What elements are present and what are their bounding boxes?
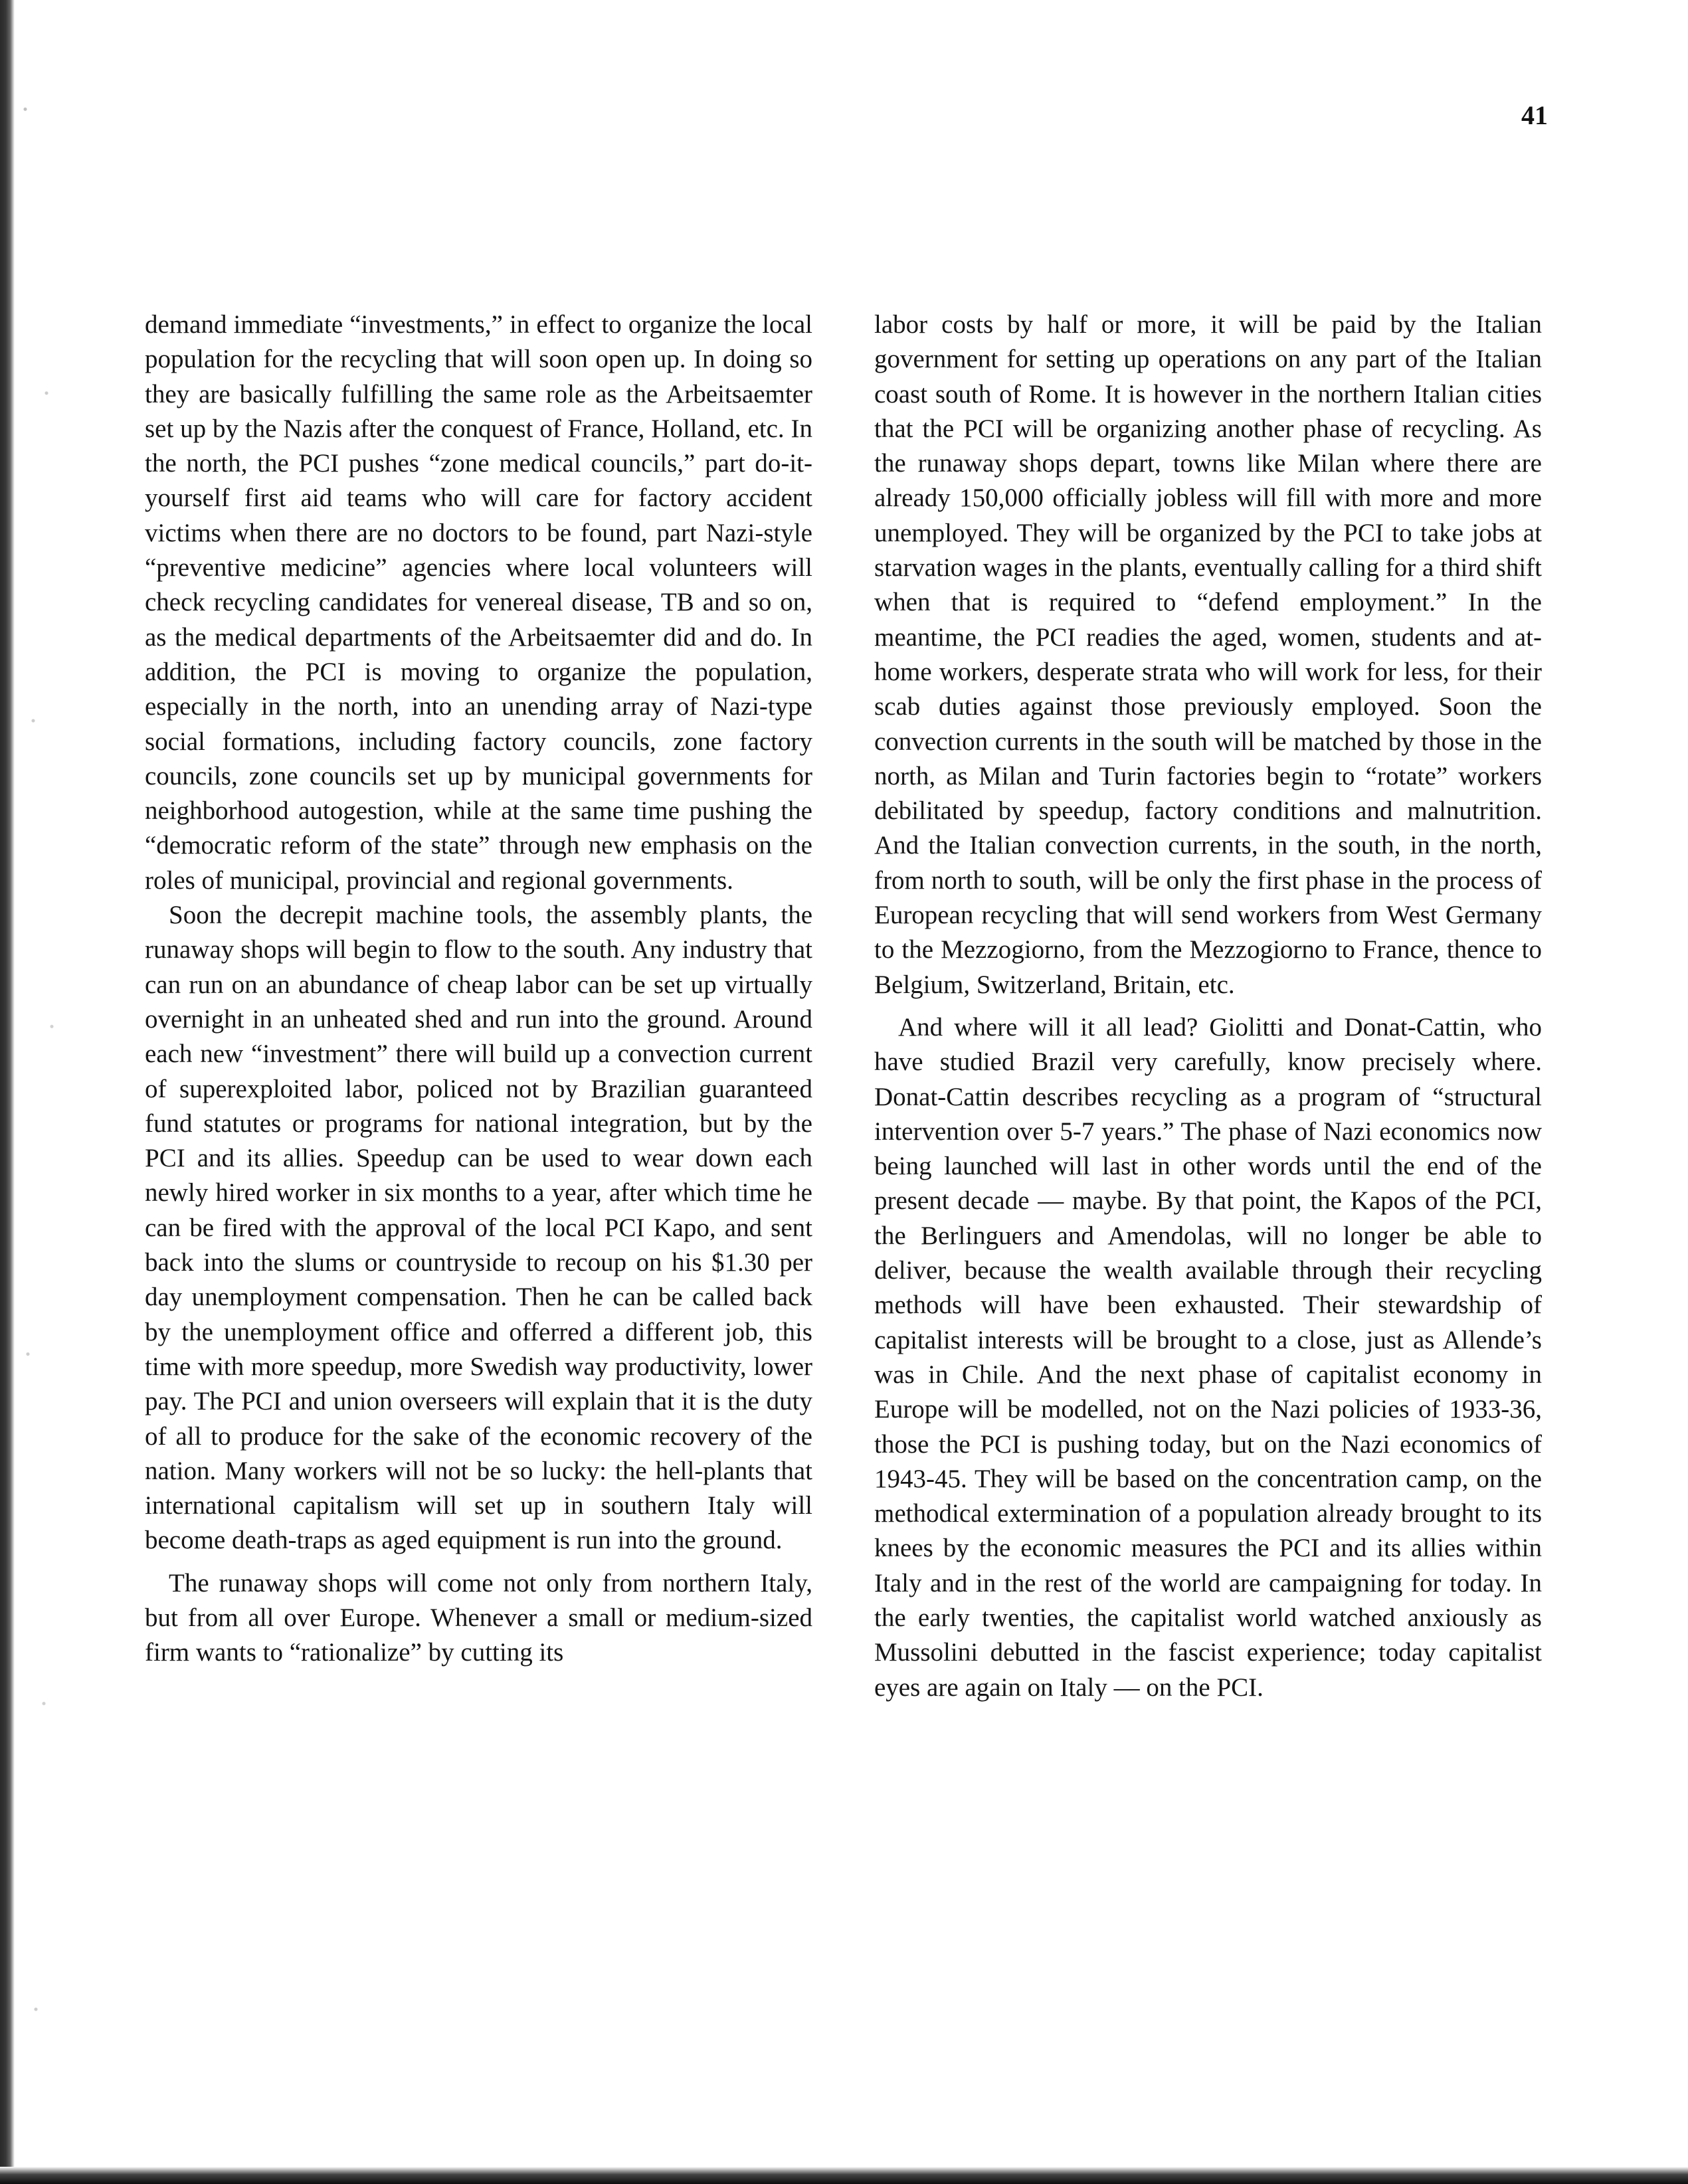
paragraph: And where will it all lead? Giolitti and Donat-Cattin, who have studied Brazil very carefully, know precisely where. Donat-Cattin describes recycling as a program of “structural intervention over 5-7 years.” The phase of Nazi economics now being launched will last in other words until the end of the present decade — maybe. By that point, the Kapos of the PCI, the Berlinguers and Amendolas, will no longer be able to deliver, because the wealth available through their recycling methods will have been exhausted. Their stewardship of capitalist interests will be brought to a close, just as Allende’s was in Chile. And the next phase of capitalist economy in Europe will be modelled, not on the Nazi policies of 1933-36, those the PCI is pushing today, but on the Nazi economics of 1943-45. They will be based on the concentration camp, on the methodical extermination of a population already brought to its knees by the economic measures the PCI and its allies within Italy and in the rest of the world are campaigning for today. In the early twenties, the capitalist world watched anxiously as Mussolini debutted in the fascist experience; today capitalist eyes are again on Italy — on the PCI. [874, 1012, 1542, 1702]
paragraph: Soon the decrepit machine tools, the assembly plants, the runaway shops will begin to flow to the south. Any industry that can run on an abundance of cheap labor can be set up virtually overnight in an unheated shed and run into the ground. Around each new “investment” there will build up a convection current of superexploited labor, policed not by Brazilian guaranteed fund statutes or programs for national integration, but by the PCI and its allies. Speedup can be used to wear down each newly hired worker in six months to a year, after which time he can be fired with the approval of the local PCI Kapo, and sent back into the slums or countryside to recoup on his $1.30 per day unemployment compensation. Then he can be called back by the unemployment office and offerred a different job, this time with more speedup, more Swedish way productivity, lower pay. The PCI and union overseers will explain that it is the duty of all to produce for the sake of the economic recovery of the nation. Many workers will not be so lucky: the hell-plants that international capitalism will set up in southern Italy will become death-traps as aged equipment is run into the ground. [145, 901, 812, 1555]
paragraph: The runaway shops will come not only from northern Italy, but from all over Europe. Whenever a small or medium-sized firm wants to “rationalize” by cutting its [145, 1568, 812, 1667]
paragraph: demand immediate “investments,” in effect to organize the local population for the recycling that will soon open up. In doing so they are basically fulfilling the same role as the Arbeitsaemter set up by the Nazis after the conquest of France, Holland, etc. In the north, the PCI pushes “zone medical councils,” part do-it-yourself first aid teams who will care for factory accident victims when there are no doctors to be found, part Nazi-style “preventive medicine” agencies where local volunteers will check recycling candidates for venereal disease, TB and so on, as the medical departments of the Arbeitsaemter did and do. In addition, the PCI is moving to organize the population, especially in the north, into an unending array of Nazi-type social formations, including factory councils, zone factory councils, zone councils set up by municipal governments for neighborhood autogestion, while at the same time pushing the “democratic reform of the state” through new emphasis on the roles of municipal, provincial and regional governments. [145, 310, 812, 895]
page-number: 41 [1521, 100, 1548, 130]
binding-edge-shadow [0, 0, 15, 2184]
left-column [145, 308, 812, 1671]
right-column [874, 308, 1542, 1705]
bottom-scan-edge [0, 2167, 1688, 2184]
scan-specks [15, 0, 68, 2184]
paragraph: labor costs by half or more, it will be paid by the Italian government for setting up operations on any part of the Italian coast south of Rome. It is however in the northern Italian cities that the PCI will be organizing another phase of recycling. As the runaway shops depart, towns like Milan where there are already 150,000 officially jobless will fill with more and more unemployed. They will be organized by the PCI to take jobs at starvation wages in the plants, eventually calling for a third shift when that is required to “defend employment.” In the meantime, the PCI readies the aged, women, students and at-home workers, desperate strata who will work for less, for their scab duties against those previously employed. Soon the convection currents in the south will be matched by those in the north, as Milan and Turin factories begin to “rotate” workers debilitated by speedup, factory conditions and malnutrition. And the Italian convection currents, in the south, in the north, from north to south, will be only the first phase in the process of European recycling that will send workers from West Germany to the Mezzogiorno, from the Mezzogiorno to France, thence to Belgium, Switzerland, Britain, etc. [874, 310, 1542, 999]
